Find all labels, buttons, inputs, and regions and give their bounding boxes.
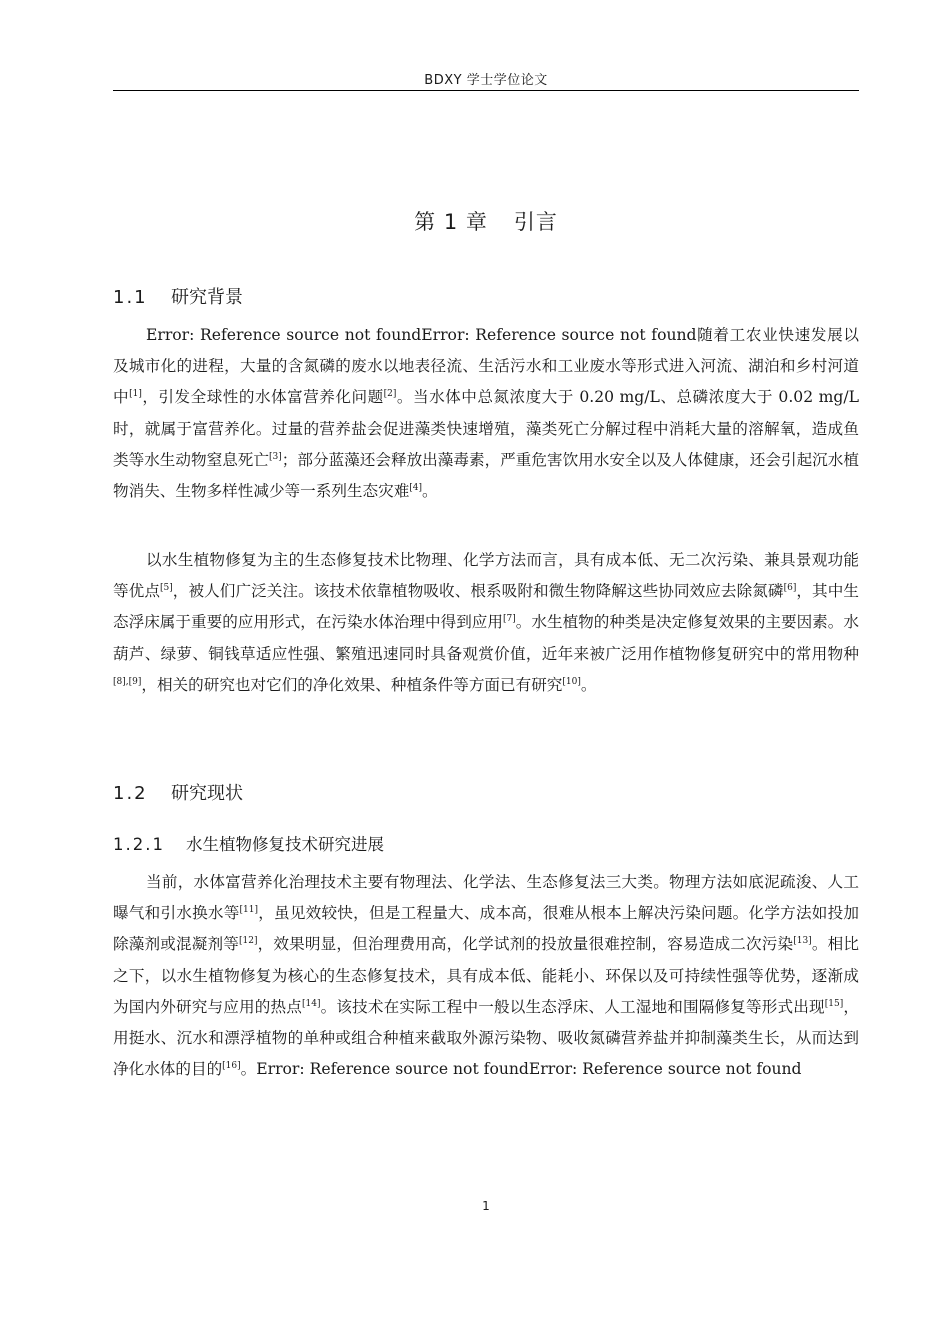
paragraph-background-1 (113, 320, 859, 507)
text-run: ，虽见效较快，但是工程量大、成本高，很难从根本上解决污染问题。化学方法如投加除藻剂或混凝剂等 (113, 904, 859, 954)
text-run: ；部分蓝藻还会释放出藻毒素，严重危害饮用水安全以及人体健康，还会引起沉水植物消失、生物多样性减少等一系列生态灾难 (113, 450, 859, 501)
text-run: 当前，水体富营养化治理技术主要有物理法、化学法、生态修复法三大类。物理方法如底泥疏浚、人工曝气和引水换水等 (113, 873, 859, 923)
text-run: 。该技术在实际工程中一般以生态浮床、人工湿地和围隔修复等形式出现 (320, 997, 825, 1016)
subsection-heading-1-2-1 (113, 831, 384, 855)
citation-ref: [8],[9] (113, 676, 142, 687)
paragraph-background-2 (113, 545, 859, 701)
text-run: ，效果明显，但治理费用高，化学试剂的投放量很难控制，容易造成二次污染 (257, 935, 794, 954)
header-rule (113, 90, 859, 91)
running-header: BDXY 学士学位论文 (424, 73, 548, 88)
citation-ref: [1] (129, 389, 142, 400)
text-run: 。Error: Reference source not foundError: Reference source not found (240, 1060, 802, 1079)
chapter-title (113, 206, 859, 236)
section-title: 研究现状 (171, 783, 243, 804)
citation-ref: [5] (159, 583, 173, 594)
text-run: 。 (580, 675, 597, 694)
citation-ref: [3] (269, 451, 282, 462)
chapter-name: 引言 (513, 210, 558, 234)
text-run: ，引发全球性的水体富营养化问题 (141, 388, 384, 407)
citation-ref: [6] (783, 583, 797, 594)
text-run: 。 (422, 482, 438, 501)
citation-ref: [16] (222, 1061, 241, 1072)
section-number: 1.1 (113, 287, 148, 308)
citation-ref: [10] (562, 676, 581, 687)
subsection-title: 水生植物修复技术研究进展 (186, 835, 384, 854)
text-run: Error: Reference source not foundError: Reference source not found随着工农业快速发展以及城市化的进程，大量的含氮磷的废水以地表径流、生活污水和工业废水等形式进入河流、湖泊和乡村河道中 (113, 326, 859, 407)
section-number: 1.2 (113, 783, 148, 804)
section-heading-1-2 (113, 779, 243, 805)
citation-ref: [2] (383, 389, 397, 400)
text-run: ，相关的研究也对它们的净化效果、种植条件等方面已有研究 (141, 675, 563, 694)
citation-ref: [13] (793, 936, 812, 947)
section-title: 研究背景 (171, 287, 243, 308)
text-run: 。相比之下，以水生植物修复为核心的生态修复技术，具有成本低、能耗小、环保以及可持续性强等优势，逐渐成为国内外研究与应用的热点 (113, 935, 859, 1016)
text-run: 。当水体中总氮浓度大于 0.20 mg/L、总磷浓度大于 0.02 mg/L 时，就属于富营养化。过量的营养盐会促进藻类快速增殖，藻类死亡分解过程中消耗大量的溶解氧，造成鱼类等水生动物窒息死亡 (113, 388, 859, 469)
page-number: 1 (482, 1199, 490, 1213)
section-heading-1-1 (113, 283, 243, 309)
citation-ref: [11] (239, 905, 259, 916)
text-run: 以水生植物修复为主的生态修复技术比物理、化学方法而言，具有成本低、无二次污染、兼具景观功能等优点 (113, 551, 859, 601)
subsection-number: 1.2.1 (113, 835, 165, 854)
citation-ref: [7] (503, 614, 516, 625)
chapter-label: 第 1 章 (414, 210, 488, 234)
text-run: 。水生植物的种类是决定修复效果的主要因素。水葫芦、绿萝、铜钱草适应性强、繁殖迅速同时具备观赏价值，近年来被广泛用作植物修复研究中的常用物种 (113, 613, 859, 663)
citation-ref: [12] (239, 936, 258, 947)
citation-ref: [4] (409, 483, 423, 494)
text-run: ，其中生态浮床属于重要的应用形式，在污染水体治理中得到应用 (113, 582, 859, 632)
citation-ref: [15] (824, 998, 844, 1009)
citation-ref: [14] (302, 998, 321, 1009)
text-run: ，用挺水、沉水和漂浮植物的单种或组合种植来截取外源污染物、吸收氮磷营养盐并抑制藻类生长，从而达到净化水体的目的 (113, 997, 859, 1079)
paragraph-status-1 (113, 867, 859, 1085)
text-run: ，被人们广泛关注。该技术依靠植物吸收、根系吸附和微生物降解这些协同效应去除氮磷 (172, 582, 784, 601)
